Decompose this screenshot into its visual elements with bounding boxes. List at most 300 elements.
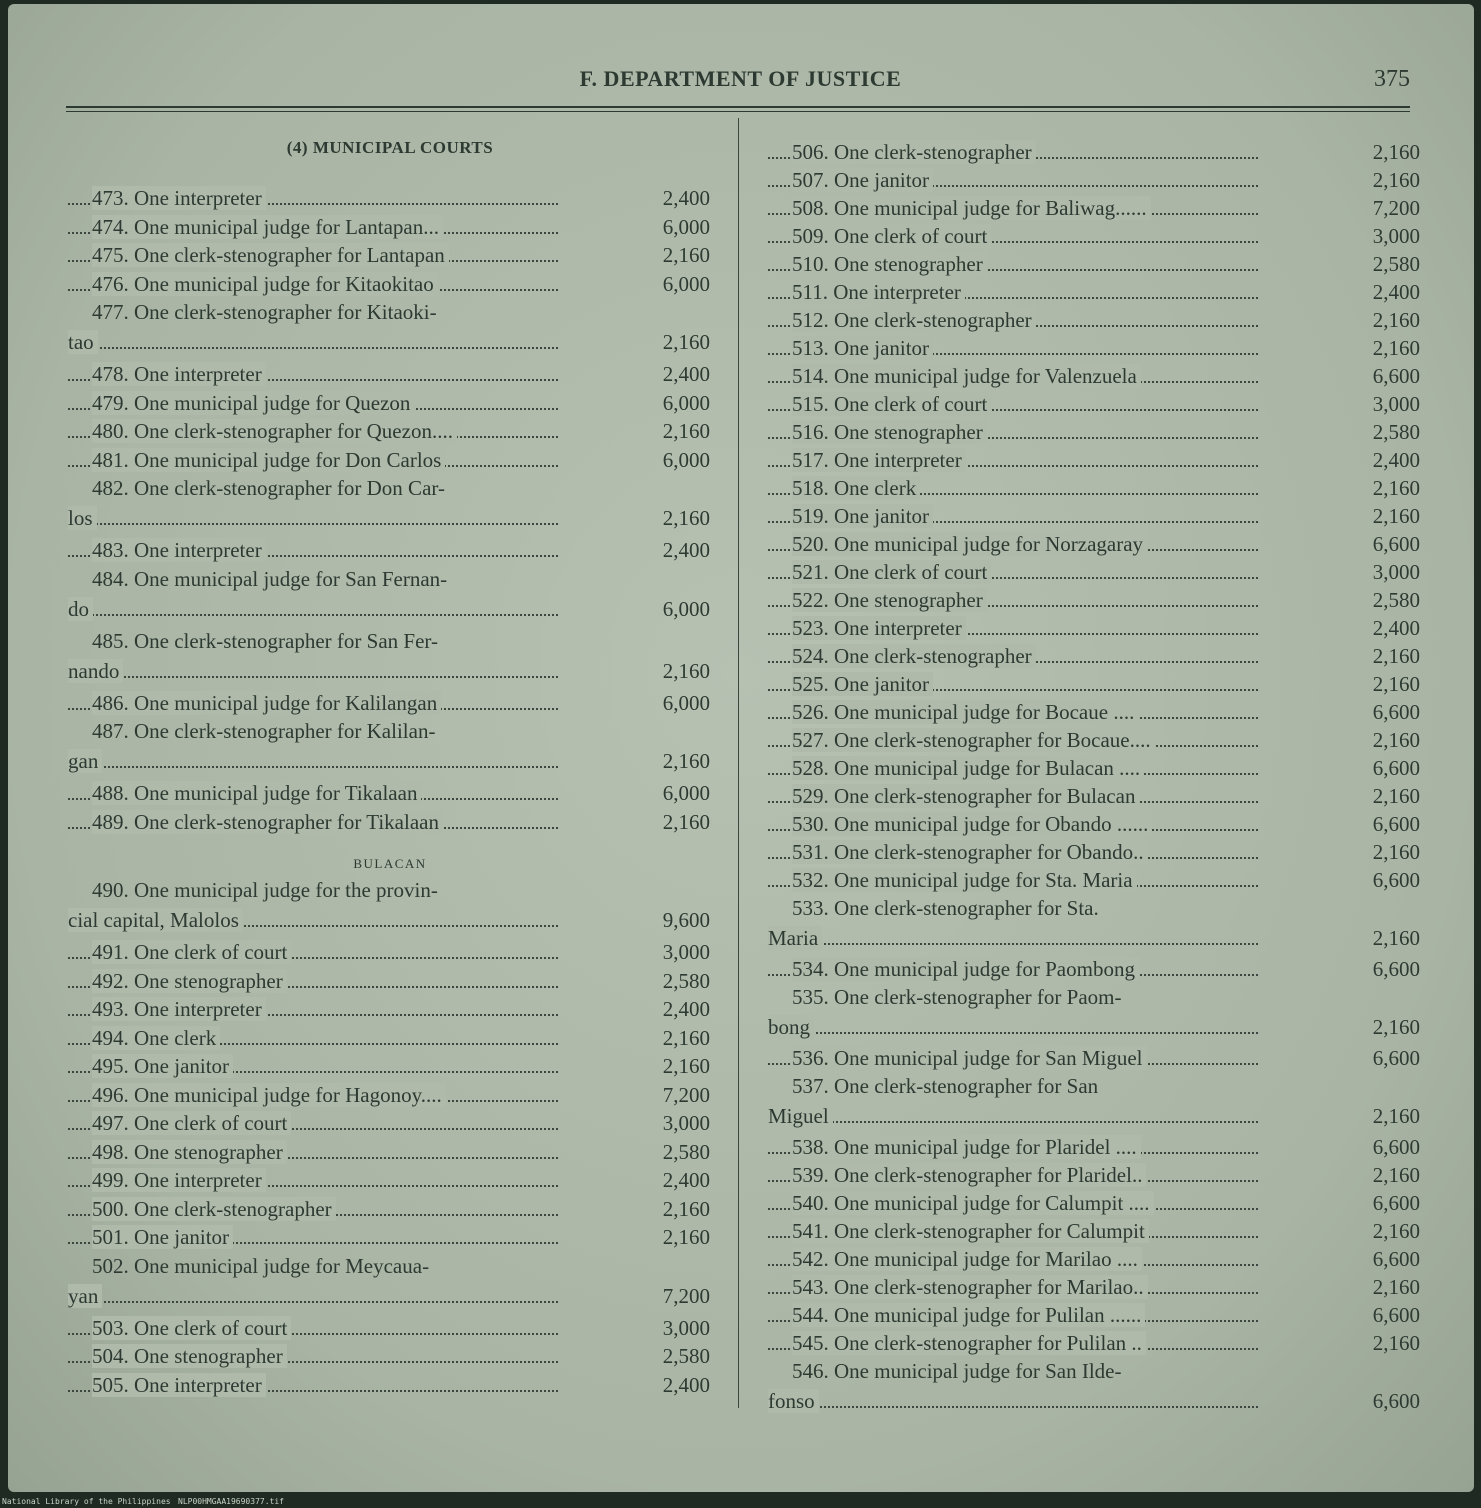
line-item-description — [68, 417, 558, 445]
line-item-description — [768, 754, 1258, 782]
line-item-amount: 2,160 — [1372, 308, 1420, 332]
line-item — [768, 1217, 1422, 1245]
line-item-text: 539. One clerk-stenographer for Plaridel.. — [792, 1163, 1146, 1187]
line-item-amount: 2,160 — [662, 506, 710, 530]
line-item-amount: 2,160 — [1372, 1014, 1420, 1039]
line-item — [68, 446, 718, 474]
line-item — [768, 866, 1422, 894]
line-item-description — [768, 530, 1258, 558]
line-item-description — [68, 808, 558, 836]
line-item-text: 542. One municipal judge for Marilao .... — [792, 1247, 1142, 1271]
line-item-description — [768, 1357, 1258, 1385]
line-item-description — [68, 1109, 558, 1137]
line-item-description — [768, 1102, 1258, 1130]
line-item-description — [68, 565, 558, 593]
line-item-text: 536. One municipal judge for San Miguel — [792, 1046, 1147, 1070]
line-item-text: 513. One janitor — [792, 336, 933, 360]
line-item-text: 497. One clerk of court — [92, 1111, 291, 1135]
leader-dots — [768, 943, 1258, 945]
line-item-text: 479. One municipal judge for Quezon — [92, 391, 414, 415]
line-item-description — [768, 278, 1258, 306]
line-item — [68, 417, 718, 445]
leader-dots — [68, 766, 558, 768]
line-item-text: 527. One clerk-stenographer for Bocaue.... — [792, 728, 1155, 752]
line-item — [768, 642, 1422, 670]
page-title: F. DEPARTMENT OF JUSTICE — [579, 66, 902, 91]
line-item-amount: 2,160 — [662, 243, 710, 267]
line-item-amount: 6,000 — [662, 781, 710, 805]
line-item — [68, 1109, 718, 1137]
line-item-description — [768, 866, 1258, 894]
line-item-amount: 2,400 — [1372, 616, 1420, 640]
line-item — [768, 754, 1422, 782]
line-item-text: 537. One clerk-stenographer for San — [792, 1074, 1099, 1098]
line-item — [768, 1133, 1422, 1161]
line-item-description — [68, 1252, 558, 1280]
line-item-text: 516. One stenographer — [792, 420, 987, 444]
line-item-description — [68, 389, 558, 417]
line-item — [768, 446, 1422, 474]
line-item-description — [68, 747, 558, 775]
line-item — [68, 360, 718, 388]
leader-dots — [768, 1406, 1258, 1408]
line-item-description — [768, 924, 1258, 952]
line-item-description — [68, 1138, 558, 1166]
line-item — [68, 1195, 718, 1223]
line-item-amount: 3,000 — [1372, 392, 1420, 416]
line-item-text: 494. One clerk — [92, 1026, 220, 1050]
line-item-amount: 2,580 — [662, 1344, 710, 1368]
line-item — [68, 1166, 718, 1194]
line-item-text: 505. One interpreter — [92, 1373, 266, 1397]
line-item-text: 540. One municipal judge for Calumpit .... — [792, 1191, 1154, 1215]
line-item — [68, 270, 718, 298]
line-item-text: 498. One stenographer — [92, 1140, 287, 1164]
line-item-description — [68, 1223, 558, 1251]
line-item-description — [768, 306, 1258, 334]
line-item-amount: 2,160 — [1372, 140, 1420, 164]
line-item — [768, 726, 1422, 754]
leader-dots — [768, 1032, 1258, 1034]
line-item-amount: 2,160 — [1372, 728, 1420, 752]
line-item-text: 496. One municipal judge for Hagonoy.... — [92, 1083, 446, 1107]
line-item — [768, 558, 1422, 586]
leader-dots — [68, 614, 558, 616]
line-item-description — [68, 906, 558, 934]
line-item — [768, 194, 1422, 222]
line-item-description — [68, 967, 558, 995]
line-item — [768, 1161, 1422, 1189]
line-item-amount: 6,600 — [1372, 532, 1420, 556]
line-item-description — [68, 717, 558, 745]
line-item-text: 511. One interpreter — [792, 280, 965, 304]
line-item-text: 499. One interpreter — [92, 1168, 266, 1192]
line-item-amount: 2,160 — [1372, 925, 1420, 950]
line-item-text: 521. One clerk of court — [792, 560, 991, 584]
line-item-description — [768, 1189, 1258, 1217]
line-item-description — [768, 502, 1258, 530]
line-item — [768, 278, 1422, 306]
line-item — [768, 474, 1422, 502]
line-item-description — [768, 586, 1258, 614]
line-item — [768, 306, 1422, 334]
line-item-description — [68, 1024, 558, 1052]
line-item — [68, 779, 718, 807]
leader-dots — [68, 1301, 558, 1303]
line-item-text: 487. One clerk-stenographer for Kalilan- — [92, 719, 436, 743]
line-item-description — [68, 184, 558, 212]
line-item-description — [768, 1301, 1258, 1329]
line-item-text: 538. One municipal judge for Plaridel .... — [792, 1135, 1141, 1159]
line-item-amount: 2,160 — [662, 330, 710, 354]
line-item-text: 541. One clerk-stenographer for Calumpit — [792, 1219, 1149, 1243]
line-item-description — [68, 504, 558, 532]
running-head — [0, 66, 1481, 96]
line-item-text: 489. One clerk-stenographer for Tikalaan — [92, 810, 443, 834]
line-item — [768, 698, 1422, 726]
line-item-text: 531. One clerk-stenographer for Obando.. — [792, 840, 1148, 864]
line-item — [768, 222, 1422, 250]
line-item-text: 508. One municipal judge for Baliwag...... — [792, 196, 1151, 220]
line-item — [768, 502, 1422, 530]
line-item-description — [68, 595, 558, 623]
line-item — [768, 1044, 1422, 1072]
line-item-amount: 2,400 — [662, 362, 710, 386]
column-divider — [738, 118, 739, 1408]
line-item-description — [768, 166, 1258, 194]
line-item-description — [768, 138, 1258, 166]
line-item-description — [768, 418, 1258, 446]
line-item-description — [768, 955, 1258, 983]
line-item-continuation — [768, 1013, 1422, 1041]
line-item — [68, 213, 718, 241]
line-item-description — [768, 558, 1258, 586]
line-item — [68, 627, 718, 655]
line-item-amount: 2,160 — [1372, 476, 1420, 500]
line-item-amount: 2,160 — [1372, 784, 1420, 808]
line-item-description — [768, 362, 1258, 390]
line-item-text: 510. One stenographer — [792, 252, 987, 276]
line-item — [68, 938, 718, 966]
line-item — [68, 967, 718, 995]
line-item — [768, 810, 1422, 838]
line-item — [68, 389, 718, 417]
line-item-description — [68, 1314, 558, 1342]
line-item-description — [768, 1161, 1258, 1189]
line-item-description — [768, 1329, 1258, 1357]
line-item-description — [68, 298, 558, 326]
line-item-amount: 2,160 — [662, 419, 710, 443]
line-item-description — [68, 270, 558, 298]
line-item-amount: 2,400 — [1372, 280, 1420, 304]
line-item-amount: 2,580 — [662, 1139, 710, 1164]
leader-dots — [768, 1121, 1258, 1123]
line-item-amount: 3,000 — [1372, 224, 1420, 248]
line-item-text-continued: cial capital, Malolos — [68, 908, 243, 932]
line-item — [68, 1342, 718, 1370]
line-item-amount: 2,400 — [662, 1372, 710, 1397]
line-item-description — [68, 995, 558, 1023]
line-item-text: 501. One janitor — [92, 1225, 233, 1249]
line-item — [68, 1252, 718, 1280]
line-item-text-continued: yan — [68, 1284, 102, 1308]
line-item-amount: 6,600 — [1372, 1191, 1420, 1215]
line-item-amount: 2,160 — [1372, 336, 1420, 360]
line-item-text-continued: nando — [68, 659, 123, 683]
line-item-text-continued: Maria — [768, 926, 822, 950]
line-item-amount: 2,400 — [662, 1168, 710, 1192]
line-item-amount: 6,600 — [1372, 812, 1420, 836]
line-item-text: 524. One clerk-stenographer — [792, 644, 1036, 668]
line-item — [768, 894, 1422, 922]
line-item-amount: 2,160 — [1372, 1219, 1420, 1243]
line-item-amount: 6,000 — [662, 690, 710, 715]
line-item — [768, 418, 1422, 446]
line-item-text: 474. One municipal judge for Lantapan... — [92, 215, 443, 239]
line-item-amount: 6,000 — [662, 271, 710, 296]
line-item-amount: 2,160 — [1372, 672, 1420, 696]
line-item-continuation — [68, 595, 718, 623]
leader-dots — [68, 347, 558, 349]
line-item-text: 514. One municipal judge for Valenzuela — [792, 364, 1141, 388]
line-item-text: 518. One clerk — [792, 476, 920, 500]
line-item-amount: 2,400 — [662, 186, 710, 210]
line-item-text: 545. One clerk-stenographer for Pulilan .. — [792, 1331, 1146, 1355]
line-item-description — [768, 726, 1258, 754]
line-item-continuation — [768, 1387, 1422, 1415]
line-item-continuation — [68, 906, 718, 934]
line-item-description — [68, 627, 558, 655]
page-number: 375 — [1374, 66, 1410, 92]
line-item-amount: 6,600 — [1372, 868, 1420, 892]
line-item-text: 519. One janitor — [792, 504, 933, 528]
line-item-description — [768, 1217, 1258, 1245]
line-item-amount: 3,000 — [662, 1315, 710, 1340]
line-item-amount: 6,600 — [1372, 1388, 1420, 1413]
line-item-text: 500. One clerk-stenographer — [92, 1197, 336, 1221]
line-item-amount: 6,600 — [1372, 364, 1420, 388]
line-item-amount: 2,160 — [662, 1054, 710, 1078]
line-item-text: 478. One interpreter — [92, 362, 266, 386]
line-item-description — [768, 1072, 1258, 1100]
line-item-amount: 2,160 — [662, 1025, 710, 1050]
line-item — [768, 362, 1422, 390]
line-item — [68, 1081, 718, 1109]
line-item-text: 502. One municipal judge for Meycaua- — [92, 1253, 430, 1278]
line-item-text: 485. One clerk-stenographer for San Fer- — [92, 628, 438, 653]
line-item-text: 526. One municipal judge for Bocaue .... — [792, 700, 1138, 724]
line-item-continuation — [768, 924, 1422, 952]
line-item-text: 484. One municipal judge for San Fernan- — [92, 566, 448, 591]
line-item-text: 483. One interpreter — [92, 538, 266, 562]
line-item-description — [768, 194, 1258, 222]
line-item-text-continued: do — [68, 597, 93, 621]
line-item-amount: 6,600 — [1372, 1247, 1420, 1271]
line-item-continuation — [68, 504, 718, 532]
line-item — [768, 838, 1422, 866]
line-item-amount: 3,000 — [662, 1111, 710, 1135]
line-item — [68, 1052, 718, 1080]
line-item-text: 493. One interpreter — [92, 997, 266, 1021]
line-item-amount: 7,200 — [662, 1082, 710, 1107]
line-item — [768, 250, 1422, 278]
line-item-description — [68, 938, 558, 966]
line-item — [68, 184, 718, 212]
line-item-text-continued: gan — [68, 749, 102, 773]
line-item — [68, 474, 718, 502]
line-item-description — [68, 779, 558, 807]
footer-filename: NLP00HMGAA19690377.tif — [178, 1497, 284, 1506]
leader-dots — [68, 676, 558, 678]
line-item-amount: 2,580 — [1372, 420, 1420, 444]
line-item-description — [768, 1044, 1258, 1072]
line-item-text: 517. One interpreter — [792, 448, 966, 472]
line-item — [68, 689, 718, 717]
line-item-description — [768, 782, 1258, 810]
line-item — [68, 1138, 718, 1166]
line-item-amount: 2,160 — [1372, 168, 1420, 192]
line-item — [68, 536, 718, 564]
line-item-text: 544. One municipal judge for Pulilan ...... — [792, 1303, 1145, 1327]
footer-library: National Library of the Philippines — [2, 1497, 171, 1506]
line-item-description — [68, 241, 558, 269]
province-subheading: BULACAN — [353, 856, 427, 871]
line-item-amount: 2,580 — [1372, 252, 1420, 276]
line-item-amount: 2,160 — [662, 749, 710, 773]
line-item-amount: 2,400 — [662, 538, 710, 562]
line-item-description — [68, 876, 558, 904]
line-item-text: 529. One clerk-stenographer for Bulacan — [792, 784, 1139, 808]
line-item-description — [768, 446, 1258, 474]
section-heading: (4) MUNICIPAL COURTS — [286, 138, 494, 157]
line-item-description — [768, 474, 1258, 502]
line-item-description — [768, 390, 1258, 418]
line-item-text-continued: los — [68, 506, 97, 530]
line-item-text: 525. One janitor — [792, 672, 933, 696]
line-item-amount: 2,580 — [662, 968, 710, 993]
line-item-description — [68, 1195, 558, 1223]
line-item-description — [68, 446, 558, 474]
line-item-amount: 6,000 — [662, 447, 710, 472]
line-item-text: 534. One municipal judge for Paombong — [792, 957, 1139, 981]
line-item-description — [68, 657, 558, 685]
line-item-amount: 6,600 — [1372, 756, 1420, 780]
line-item-description — [68, 1052, 558, 1080]
line-item-amount: 3,000 — [662, 940, 710, 964]
line-item-amount: 6,000 — [662, 596, 710, 621]
line-item-text: 533. One clerk-stenographer for Sta. — [792, 896, 1099, 920]
line-item-text: 522. One stenographer — [792, 588, 987, 612]
line-item-text: 491. One clerk of court — [92, 940, 291, 964]
header-rule — [66, 106, 1410, 108]
line-item-text: 486. One municipal judge for Kalilangan — [92, 691, 441, 715]
header-rule-thin — [66, 111, 1410, 112]
line-item-description — [768, 810, 1258, 838]
line-item-description — [68, 213, 558, 241]
line-item — [768, 1329, 1422, 1357]
line-item — [68, 565, 718, 593]
line-item-text: 512. One clerk-stenographer — [792, 308, 1036, 332]
line-item-amount: 6,600 — [1372, 1135, 1420, 1159]
line-item-description — [68, 1166, 558, 1194]
line-item-text: 520. One municipal judge for Norzagaray — [792, 532, 1147, 556]
line-item — [68, 298, 718, 326]
line-item-text: 504. One stenographer — [92, 1344, 287, 1368]
line-item-description — [768, 1013, 1258, 1041]
line-item-text: 490. One municipal judge for the provin- — [92, 878, 438, 902]
line-item-continuation — [68, 747, 718, 775]
line-item-amount: 6,600 — [1372, 1303, 1420, 1327]
line-item-text: 495. One janitor — [92, 1054, 233, 1078]
line-item-amount: 3,000 — [1372, 560, 1420, 584]
line-item-amount: 2,160 — [662, 1196, 710, 1221]
line-item-amount: 6,000 — [662, 390, 710, 415]
line-item-text: 530. One municipal judge for Obando ...... — [792, 812, 1152, 836]
line-item — [768, 1189, 1422, 1217]
line-item-continuation — [68, 1282, 718, 1310]
line-item — [768, 670, 1422, 698]
line-item — [68, 1371, 718, 1399]
line-item-amount: 6,600 — [1372, 1046, 1420, 1070]
scan-footer — [0, 1496, 1481, 1508]
line-item-text: 482. One clerk-stenographer for Don Car- — [92, 476, 445, 500]
line-item-text: 506. One clerk-stenographer — [792, 140, 1036, 164]
line-item — [768, 1273, 1422, 1301]
leader-dots — [68, 523, 558, 525]
line-item-description — [68, 1342, 558, 1370]
line-item-amount: 9,600 — [662, 908, 710, 932]
line-item-text: 492. One stenographer — [92, 969, 287, 993]
line-item-description — [768, 222, 1258, 250]
line-item-text: 523. One interpreter — [792, 616, 966, 640]
line-item — [68, 808, 718, 836]
line-item-text: 488. One municipal judge for Tikalaan — [92, 781, 421, 805]
line-item-text-continued: bong — [768, 1015, 814, 1039]
line-item-description — [768, 250, 1258, 278]
line-item — [768, 614, 1422, 642]
line-item — [768, 1301, 1422, 1329]
line-item — [768, 1072, 1422, 1100]
line-item-description — [68, 536, 558, 564]
line-item-text: 480. One clerk-stenographer for Quezon.... — [92, 419, 457, 443]
line-item — [768, 586, 1422, 614]
line-item-amount: 2,400 — [662, 997, 710, 1021]
line-item-description — [768, 1387, 1258, 1415]
line-item-description — [68, 689, 558, 717]
line-item — [68, 1223, 718, 1251]
line-item-text: 476. One municipal judge for Kitaokitao — [92, 272, 438, 296]
line-item-amount: 2,160 — [662, 1225, 710, 1249]
line-item-text-continued: tao — [68, 330, 98, 354]
line-item-description — [768, 894, 1258, 922]
line-item-amount: 2,580 — [1372, 588, 1420, 612]
line-item-description — [768, 838, 1258, 866]
line-item-text: 509. One clerk of court — [792, 224, 991, 248]
line-item-text: 532. One municipal judge for Sta. Maria — [792, 868, 1137, 892]
line-item-amount: 2,160 — [1372, 504, 1420, 528]
line-item-description — [68, 1371, 558, 1399]
line-item-text: 507. One janitor — [792, 168, 933, 192]
line-item-text: 477. One clerk-stenographer for Kitaoki- — [92, 300, 437, 324]
line-item-description — [68, 1081, 558, 1109]
line-item — [768, 782, 1422, 810]
line-item — [768, 955, 1422, 983]
line-item-description — [768, 614, 1258, 642]
line-item-amount: 2,160 — [662, 658, 710, 683]
line-item — [68, 1314, 718, 1342]
line-item-text-continued: Miguel — [768, 1104, 833, 1128]
line-item-text: 515. One clerk of court — [792, 392, 991, 416]
